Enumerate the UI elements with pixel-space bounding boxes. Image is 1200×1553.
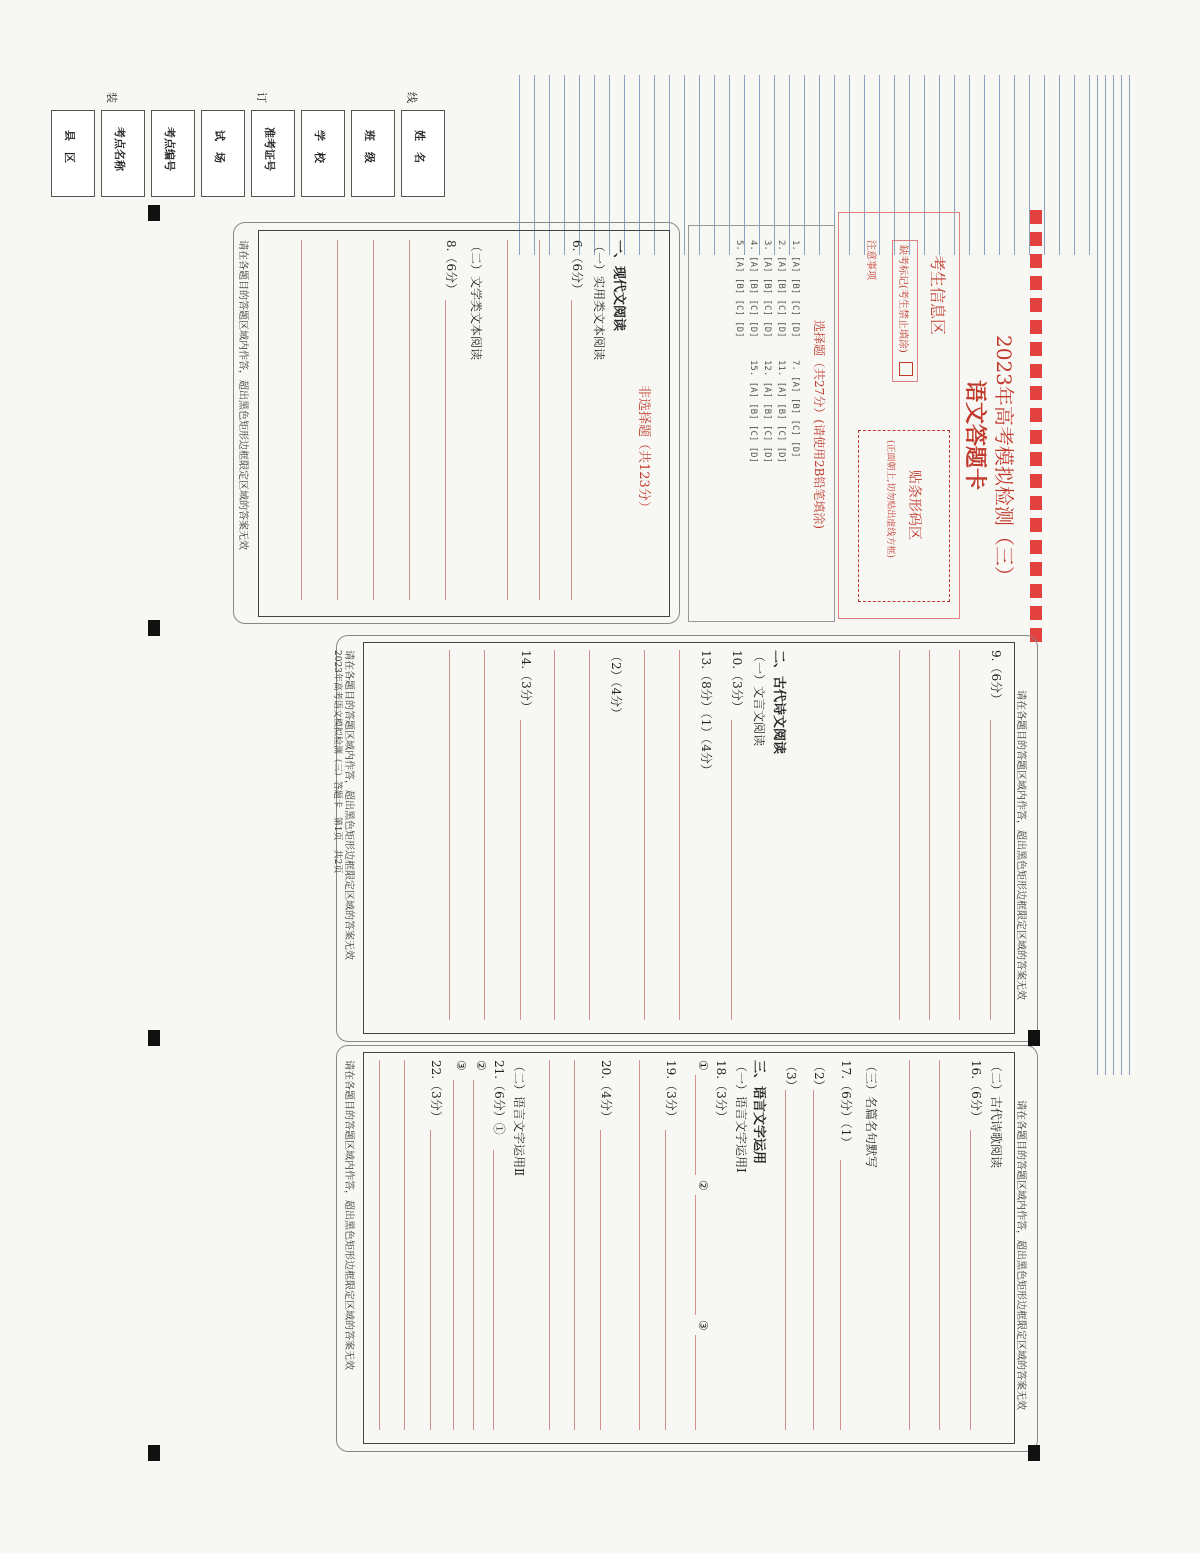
barcode-area [858,430,950,602]
registration-mark [1028,1030,1040,1046]
barcode-title: 贴条形码区 [906,470,922,540]
sec2a-heading: （一）文言文阅读 [752,650,766,747]
answer-region-3-box [363,1052,1015,1444]
objective-q4: 4. [A] [B] [C] [D] [748,240,758,338]
q18-blank-2: ② [696,1180,710,1191]
q19-label: 19.（3分） [664,1060,678,1123]
red-dash-rule [1030,210,1042,650]
q17c-label: （3） [784,1060,798,1092]
q17b-label: （2） [812,1060,826,1092]
warning-region-2-top: 请在各题目的答题区域内作答，超出黑色矩形边框限定区域的答案无效 [1015,690,1026,1000]
q6-label: 6.（6分） [570,240,584,296]
q10-label: 10.（3分） [730,650,744,713]
warning-region-2: 请在各题目的答题区域内作答，超出黑色矩形边框限定区域的答案无效 [343,650,354,960]
q20-label: 20.（4分） [599,1060,613,1123]
answer-card-title: 语文答题卡 [962,380,988,491]
objective-q1: 1. [A] [B] [C] [D] [790,240,800,338]
sec3b-heading: （二）语言文字运用Ⅱ [512,1060,526,1177]
registration-mark [148,205,160,221]
registration-mark [148,1030,160,1046]
field-exam-room-label: 试 场 [213,130,226,163]
sec3a-heading: （一）语言文字运用Ⅰ [734,1060,748,1173]
sec1-heading: 一、现代文阅读 [611,240,626,332]
absent-mark-label: 缺考标记(考生禁止填涂) [897,245,908,353]
q9-label: 9.（6分） [989,650,1003,706]
sec1b-heading: （二）文学类文本阅读 [469,240,483,361]
field-test-site-name-label: 考点名称 [113,127,126,171]
q21-blank-3: ③ [454,1060,468,1071]
answer-region-2-box [363,642,1015,1034]
objective-title: 选择题（共27分）(请使用2B铅笔填涂) [812,320,826,530]
warning-region-3: 请在各题目的答题区域内作答，超出黑色矩形边框限定区域的答案无效 [343,1060,354,1370]
q18-label: 18.（3分） [714,1060,728,1123]
objective-q12: 12. [A] [B] [C] [D] [762,360,772,463]
registration-mark [148,1445,160,1461]
sec3-heading: 三、语言文字运用 [751,1060,766,1165]
non-objective-title: 非选择题（共123分） [636,385,651,514]
q21-blank-2: ② [474,1060,488,1071]
field-school-label: 学 校 [313,130,326,163]
objective-q2: 2. [A] [B] [C] [D] [776,240,786,338]
field-admission-number-label: 准考证号 [263,127,276,171]
student-info-title: 考生信息区 [928,255,947,336]
q14-label: 14.（3分） [519,650,533,713]
cut-mark-xian: 线 [405,92,418,103]
q18-blank-3: ③ [696,1320,710,1331]
warning-region-1: 请在各题目的答题区域内作答，超出黑色矩形边框限定区域的答案无效 [237,240,248,550]
q13-label: 13.（8分）（1）（4分） [699,650,713,776]
objective-q15: 15. [A] [B] [C] [D] [748,360,758,463]
field-name-label: 姓 名 [413,130,426,163]
sec1a-heading: （一）实用类文本阅读 [592,240,606,361]
field-county-label: 县 区 [63,130,76,163]
objective-q3: 3. [A] [B] [C] [D] [762,240,772,338]
registration-mark [148,620,160,636]
q21-label: 21.（6分）① [492,1060,506,1135]
absent-mark-checkbox[interactable] [899,362,913,376]
q16-label: 16.（6分） [969,1060,983,1123]
registration-mark [1028,1445,1040,1461]
q8-label: 8.（6分） [444,240,458,296]
cut-mark-zhuang: 装 [105,92,118,103]
page-footer: 2023年高考语文模拟检测（三）答题卡 第1页 共2页 [332,650,342,874]
notes-heading: 注意事项 [865,240,876,280]
sec2-heading: 二、古代诗文阅读 [771,650,786,755]
field-class-label: 班 级 [363,130,376,163]
q13b-label: （2）（4分） [609,650,623,720]
barcode-note: (正面朝上,切勿贴出虚线方框) [885,440,895,558]
field-test-site-code-label: 考点编号 [163,127,176,171]
sec2b-heading: （二）古代诗歌阅读 [989,1060,1003,1169]
objective-q11: 11. [A] [B] [C] [D] [776,360,786,463]
q18-blank-1: ① [696,1060,710,1071]
q22-label: 22.（3分） [429,1060,443,1123]
objective-q7: 7. [A] [B] [C] [D] [790,360,800,458]
q17-label: 17.（6分）（1） [839,1060,853,1149]
cut-mark-ding: 订 [255,92,268,103]
sec2c-heading: （三）名篇名句默写 [864,1060,878,1169]
warning-region-3-top: 请在各题目的答题区域内作答，超出黑色矩形边框限定区域的答案无效 [1015,1100,1026,1410]
exam-title: 2023年高考模拟检测（三） [992,335,1016,586]
answer-region-1-box [258,230,670,617]
objective-q5: 5. [A] [B] [C] [D] [734,240,744,338]
